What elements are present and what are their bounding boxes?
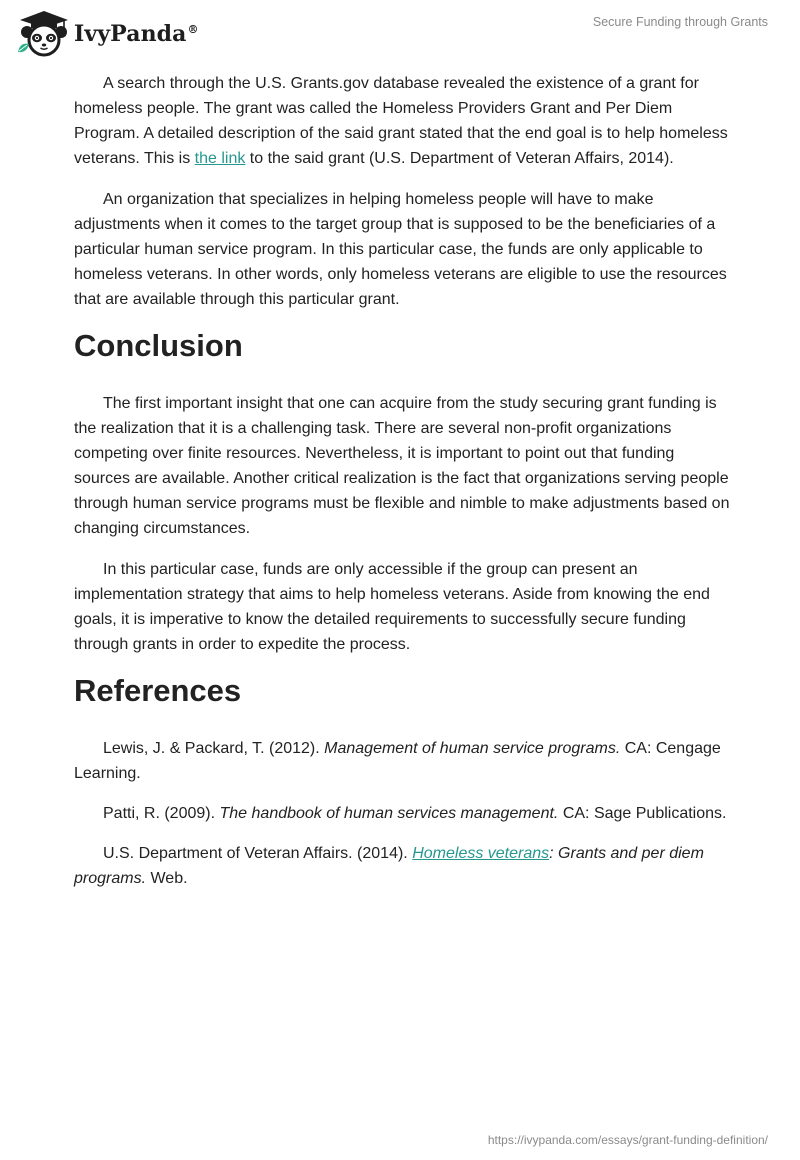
ivypanda-logo[interactable] xyxy=(14,8,199,58)
reference-item: Patti, R. (2009). The handbook of human services management. CA: Sage Publications. xyxy=(103,805,727,822)
reference-item: U.S. Department of Veteran Affairs. (2014). Homeless veterans: Grants and per diem programs. Web. xyxy=(74,845,704,887)
conclusion-heading: Conclusion xyxy=(74,328,243,363)
paragraph-grant-search: A search through the U.S. Grants.gov database revealed the existence of a grant for homeless people. The grant was called the Homeless Providers Grant and Per Diem Program. A detailed description of the said grant stated that the end goal is to help homeless veterans. This is the link to the said grant (U.S. Department of Veteran Affairs, 2014). xyxy=(74,75,728,167)
reference-item: Lewis, J. & Packard, T. (2012). Management of human service programs. CA: Cengage Learning. xyxy=(74,740,721,782)
running-title: Secure Funding through Grants xyxy=(592,15,768,29)
panda-graduate-icon xyxy=(14,8,70,58)
source-url: https://ivypanda.com/essays/grant-funding-definition/ xyxy=(487,1133,768,1147)
grant-link[interactable]: the link xyxy=(194,150,246,167)
paragraph-accessibility: In this particular case, funds are only accessible if the group can present an implementation strategy that aims to help homeless veterans. Aside from knowing the end goals, it is imperative to know the detailed requirements to successfully secure funding through grants in order to expedite the process. xyxy=(74,561,710,653)
registered-mark: ® xyxy=(187,22,199,36)
essay-body xyxy=(74,71,730,906)
homeless-veterans-link[interactable]: Homeless veterans xyxy=(412,845,550,862)
logo-wordmark: IvyPanda® xyxy=(74,21,199,47)
paragraph-target-group: An organization that specializes in helping homeless people will have to make adjustments when it comes to the target group that is supposed to be the beneficiaries of a particular human service program. In this particular case, the funds are only applicable to homeless veterans. In other words, only homeless veterans are eligible to use the resources that are available through this particular grant. xyxy=(74,191,727,308)
references-heading: References xyxy=(74,673,242,708)
paragraph-insight: The first important insight that one can acquire from the study securing grant funding is the realization that it is a challenging task. There are several non-profit organizations competing over finite resources. Nevertheless, it is important to point out that funding sources are available. Another critical realization is the fact that organizations serving people through human service programs must be flexible and nimble to make adjustments based on changing circumstances. xyxy=(74,395,730,537)
page-header xyxy=(0,0,800,60)
